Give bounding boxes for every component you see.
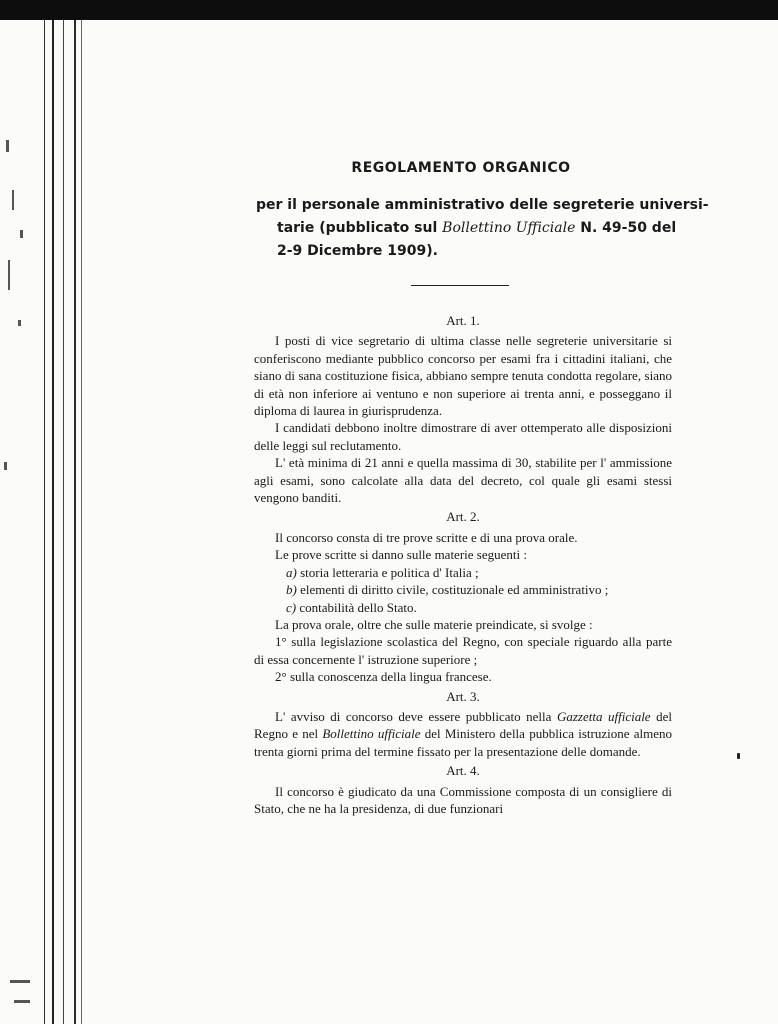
list-item — [254, 599, 672, 616]
list-item — [254, 581, 672, 598]
paragraph: I posti di vice segretario di ultima classe nelle segreterie universitarie si conferiscono mediante pubblico concorso per esami fra i cittadini italiani, che siano di sana costituzione fisica, abbiano sempre tenuta condotta regolare, siano di età non inferiore ai ventuno e non superiore ai trenta anni, e posseggano il diploma di laurea in giurisprudenza. — [254, 333, 672, 419]
list-item-text: storia letteraria e politica d' Italia ; — [296, 564, 479, 580]
paragraph — [254, 708, 672, 760]
paragraph: 2° sulla conoscenza della lingua francese. — [275, 669, 492, 685]
subtitle-text: tarie (pubblicato sul — [277, 220, 443, 236]
binding-line — [81, 20, 82, 1024]
scan-top-edge — [0, 0, 778, 20]
paragraph-text: del Ministero della pubblica istruzione almeno trenta giorni prima del termine fissato per la presentazione delle domande. — [254, 726, 672, 759]
binding-line — [52, 20, 54, 1024]
publication-name: Gazzetta ufficiale — [556, 708, 651, 724]
document-body — [254, 310, 672, 817]
binding-specks — [0, 0, 44, 1024]
subtitle-italic: Bollettino Ufficiale — [442, 220, 576, 236]
paragraph: Il concorso consta di tre prove scritte e di una prova orale. — [275, 529, 578, 545]
title-divider — [411, 285, 509, 286]
document-title: REGOLAMENTO ORGANICO — [351, 160, 571, 176]
binding-line — [63, 20, 64, 1024]
list-item-text: contabilità dello Stato. — [296, 599, 417, 615]
subtitle-line-3: 2-9 Dicembre 1909). — [277, 243, 438, 259]
book-binding-edge — [0, 0, 85, 1024]
article-heading: Art. 3. — [446, 688, 480, 704]
list-item-text: elementi di diritto civile, costituzionale ed amministrativo ; — [296, 582, 609, 598]
paragraph: I candidati debbono inoltre dimostrare di aver ottemperato alle disposizioni delle leggi sul reclutamento. — [254, 420, 672, 453]
list-item-letter: b) — [286, 582, 297, 598]
paragraph-text: del Regno e nel — [254, 708, 673, 742]
binding-line — [74, 20, 76, 1024]
paragraph: La prova orale, oltre che sulle materie preindicate, si svolge : — [275, 616, 593, 632]
margin-ink-mark — [737, 753, 740, 759]
subtitle-line-1: per il personale amministrativo delle segreterie universi- — [256, 197, 709, 213]
paragraph: 1° sulla legislazione scolastica del Regno, con speciale riguardo alla parte di essa concernente l' istruzione superiore ; — [254, 634, 672, 667]
list-item-letter: a) — [286, 564, 297, 580]
paragraph: Il concorso è giudicato da una Commissione composta di un consigliere di Stato, che ne ha la presidenza, di due funzionari — [254, 783, 672, 816]
article-heading: Art. 2. — [446, 509, 480, 525]
publication-name: Bollettino ufficiale — [322, 726, 421, 742]
paragraph: L' età minima di 21 anni e quella massima di 30, stabilite per l' ammissione agli esami, sono calcolate alla data del decreto, col quale gli esami stessi vengono banditi. — [254, 455, 672, 506]
paragraph-text: L' avviso di concorso deve essere pubblicato nella — [275, 708, 557, 724]
binding-line — [44, 20, 45, 1024]
list-item — [254, 564, 672, 581]
list-item-letter: c) — [286, 599, 297, 615]
subtitle-line-2 — [256, 217, 677, 240]
article-heading: Art. 4. — [446, 763, 480, 779]
subtitle-text: N. 49-50 del — [575, 220, 677, 236]
article-heading: Art. 1. — [446, 313, 480, 328]
paragraph: Le prove scritte si danno sulle materie seguenti : — [275, 547, 527, 563]
document-subtitle — [256, 194, 709, 263]
